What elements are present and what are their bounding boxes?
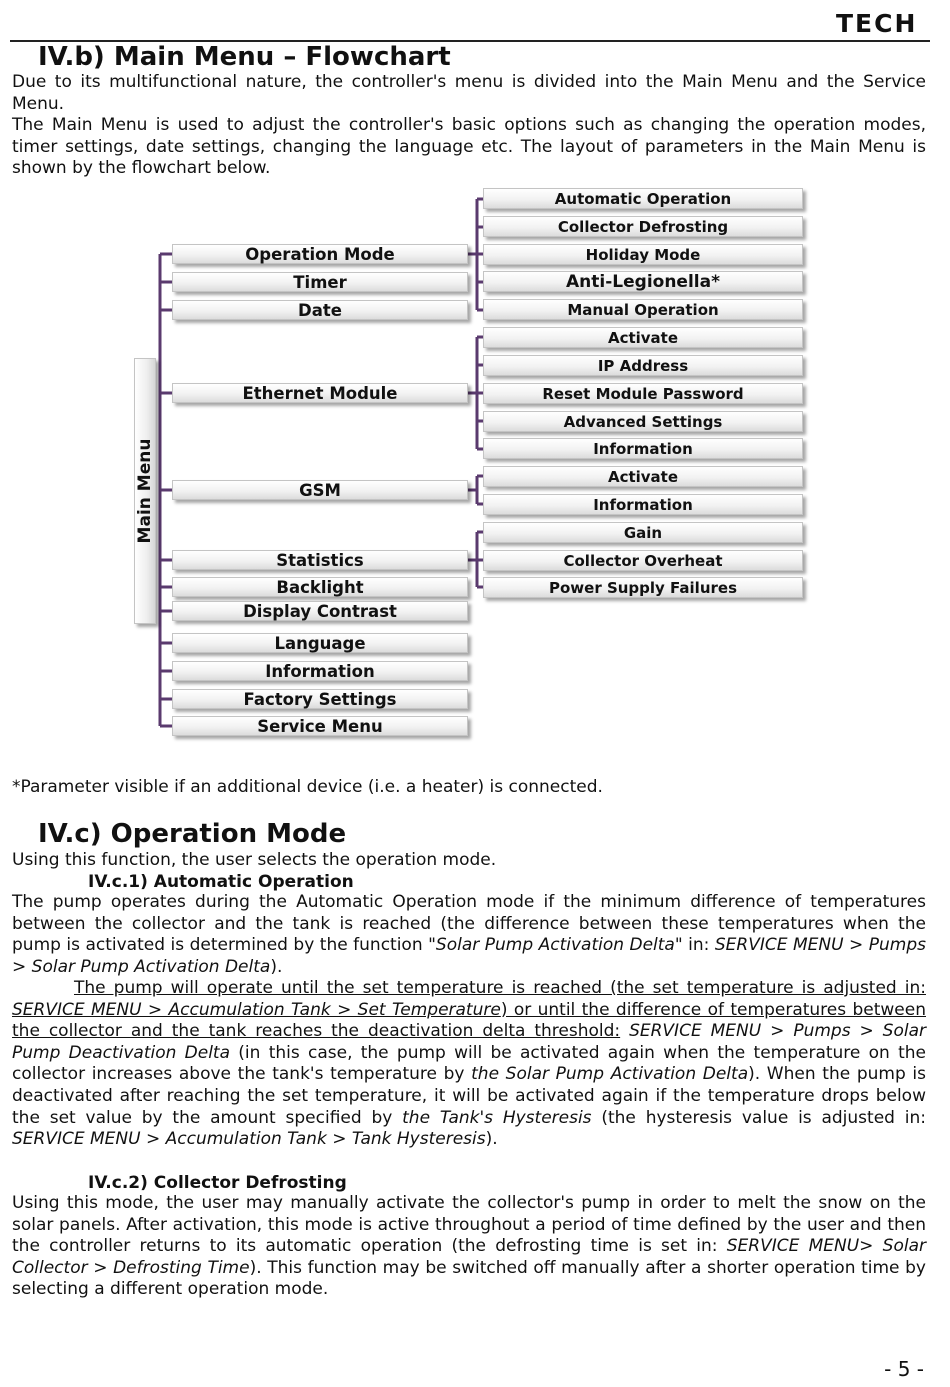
flowchart-node-anti-legionella: Anti-Legionella*: [483, 271, 803, 292]
flowchart-node-ip-address: IP Address: [483, 355, 803, 376]
flowchart-node-collector-defrosting: Collector Defrosting: [483, 216, 803, 237]
flowchart-node-operation-mode: Operation Mode: [172, 244, 468, 264]
flowchart-node-gain: Gain: [483, 522, 803, 543]
flowchart-node-display-contrast: Display Contrast: [172, 601, 468, 621]
flowchart-node-reset-module-password: Reset Module Password: [483, 383, 803, 404]
flowchart-node-advanced-settings: Advanced Settings: [483, 411, 803, 432]
flowchart-node-ethernet-information: Information: [483, 438, 803, 459]
flowchart-node-backlight: Backlight: [172, 577, 468, 597]
flowchart-node-information: Information: [172, 661, 468, 681]
flowchart-root-main-menu: [134, 358, 156, 624]
flowchart-node-ethernet-activate: Activate: [483, 327, 803, 348]
section-b-title: IV.b) Main Menu – Flowchart: [38, 42, 451, 72]
flowchart-node-collector-overheat: Collector Overheat: [483, 550, 803, 571]
flowchart-node-power-supply-failures: Power Supply Failures: [483, 577, 803, 598]
subsection-c1-paragraph-1: The pump operates during the Automatic Operation mode if the minimum difference of temperatures between the collector and the tank is reached (the difference between these temperatures when the pump is activated is determined by the function "Solar Pump Activation Delta" in: SERVICE MENU > Pumps > Solar Pump Activation Delta).: [12, 892, 926, 977]
flowchart-node-gsm-activate: Activate: [483, 466, 803, 487]
section-b-paragraph-1: Due to its multifunctional nature, the controller's menu is divided into the Main Menu and the Service Menu.: [12, 72, 926, 114]
flowchart-node-language: Language: [172, 633, 468, 653]
flowchart-footnote: *Parameter visible if an additional device (i.e. a heater) is connected.: [12, 777, 603, 797]
page-number: - 5 -: [884, 1357, 924, 1381]
flowchart-node-service-menu: Service Menu: [172, 716, 468, 736]
subsection-c1-title: IV.c.1) Automatic Operation: [88, 872, 354, 892]
flowchart-node-gsm-information: Information: [483, 494, 803, 515]
section-c-title: IV.c) Operation Mode: [38, 819, 347, 849]
flowchart-node-automatic-operation: Automatic Operation: [483, 188, 803, 209]
flowchart-node-date: Date: [172, 300, 468, 320]
flowchart-node-ethernet-module: Ethernet Module: [172, 383, 468, 403]
flowchart-node-gsm: GSM: [172, 480, 468, 500]
flowchart-root-label: Main Menu: [135, 438, 155, 544]
flowchart-node-manual-operation: Manual Operation: [483, 299, 803, 320]
tech-logo: TECH: [836, 9, 918, 38]
flowchart-node-factory-settings: Factory Settings: [172, 689, 468, 709]
flowchart-node-timer: Timer: [172, 272, 468, 292]
flowchart-node-statistics: Statistics: [172, 550, 468, 570]
subsection-c2-title: IV.c.2) Collector Defrosting: [88, 1173, 347, 1193]
subsection-c2-paragraph-1: Using this mode, the user may manually activate the collector's pump in order to melt the snow on the solar panels. After activation, this mode is active throughout a period of time defined by the user and then the controller returns to its automatic operation (the defrosting time is set in: SERVICE MENU> Solar Collector > Defrosting Time). This function may be switched off manually after a shorter operation time by selecting a different operation mode.: [12, 1193, 926, 1300]
flowchart-node-holiday-mode: Holiday Mode: [483, 244, 803, 265]
section-c-intro: Using this function, the user selects the operation mode.: [12, 850, 497, 870]
section-b-paragraph-2: The Main Menu is used to adjust the controller's basic options such as changing the operation modes, timer settings, date settings, changing the language etc. The layout of parameters in the Main Menu is shown by the flowchart below.: [12, 115, 926, 179]
subsection-c1-paragraph-2: The pump will operate until the set temperature is reached (the set temperature is adjusted in: SERVICE MENU > Accumulation Tank > Set Temperature) or until the difference of temperatures between the collector and the tank reaches the deactivation delta threshold: SERVICE MENU > Pumps > Solar Pump Deactivation Delta (in this case, the pump will be activated again when the temperature on the collector increases above the tank's temperature by the Solar Pump Activation Delta). When the pump is deactivated after reaching the set temperature, it will be activated again if the temperature drops below the set value by the amount specified by the Tank's Hysteresis (the hysteresis value is adjusted in: SERVICE MENU > Accumulation Tank > Tank Hysteresis).: [12, 978, 926, 1150]
